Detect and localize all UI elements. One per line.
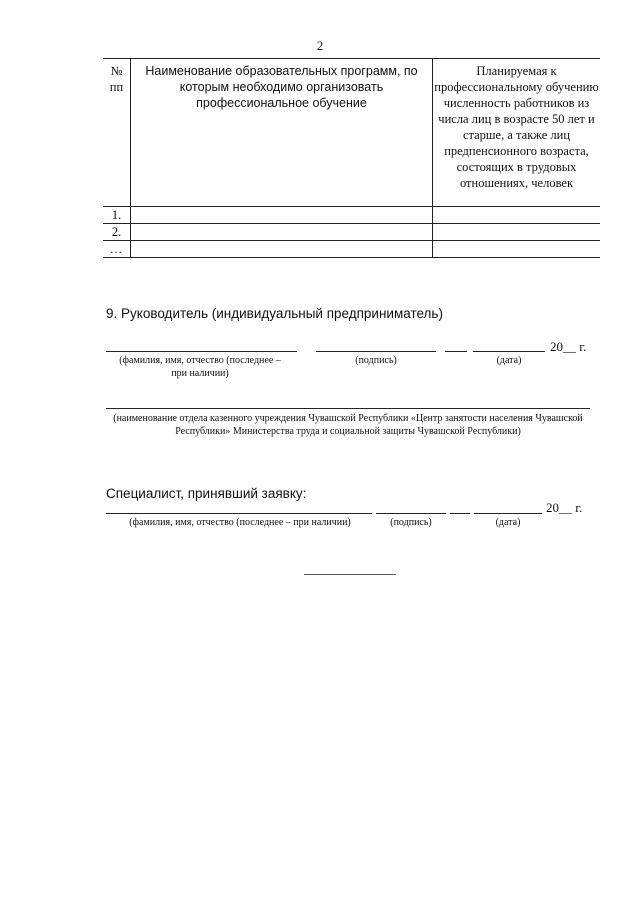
header-number [103, 59, 131, 207]
manager-day-line [445, 351, 467, 352]
department-line [106, 408, 590, 409]
row-program-name [131, 207, 433, 224]
manager-date-caption: (дата) [496, 355, 522, 366]
specialist-signature-caption: (подпись) [390, 517, 432, 528]
end-divider [304, 574, 396, 575]
specialist-day-line [450, 513, 470, 514]
row-number: … [103, 241, 131, 258]
row-planned-count [433, 241, 601, 258]
row-number: 2. [103, 224, 131, 241]
row-program-name [131, 241, 433, 258]
header-program-name-label: Наименование образовательных программ, по которым необходимо организовать профессиональное обучение [145, 64, 418, 110]
row-number: 1. [103, 207, 131, 224]
row-planned-count [433, 224, 601, 241]
table-header-row [103, 59, 600, 207]
specialist-month-line [474, 513, 542, 514]
section-9-title: 9. Руководитель (индивидуальный предприниматель) [106, 306, 443, 321]
specialist-title: Специалист, принявший заявку: [106, 486, 307, 501]
specialist-year: 20__ г. [546, 500, 583, 515]
manager-fio-line [106, 351, 297, 352]
specialist-date-caption: (дата) [495, 517, 521, 528]
manager-month-line [473, 351, 545, 352]
manager-year: 20__ г. [550, 339, 587, 354]
header-number-label: № пп [109, 64, 124, 94]
header-program-name [131, 59, 433, 207]
manager-fio-caption: (фамилия, имя, отчество (последнее – при наличии) [119, 355, 281, 379]
manager-signature-line [316, 351, 436, 352]
row-planned-count [433, 207, 601, 224]
header-planned-count-label: Планируемая к профессиональному обучению численность работников из числа лиц в возрасте 50 лет и старше, а также лиц предпенсионного возраста, состоящих в трудовых отношениях, человек [434, 64, 599, 190]
specialist-signature-line [376, 513, 446, 514]
header-planned-count [433, 59, 601, 207]
department-caption: (наименование отдела казенного учреждения Чувашской Республики «Центр занятости населения Чувашской Республики» Министерства труда и социальной защиты Чувашской Республики) [113, 413, 583, 437]
table-row [103, 241, 600, 258]
programs-table [103, 58, 600, 258]
page-number: 2 [316, 38, 324, 53]
table-row [103, 207, 600, 224]
manager-signature-caption: (подпись) [355, 355, 397, 366]
specialist-fio-line [106, 513, 372, 514]
specialist-fio-caption: (фамилия, имя, отчество (последнее – при наличии) [129, 517, 351, 528]
table-row [103, 224, 600, 241]
row-program-name [131, 224, 433, 241]
